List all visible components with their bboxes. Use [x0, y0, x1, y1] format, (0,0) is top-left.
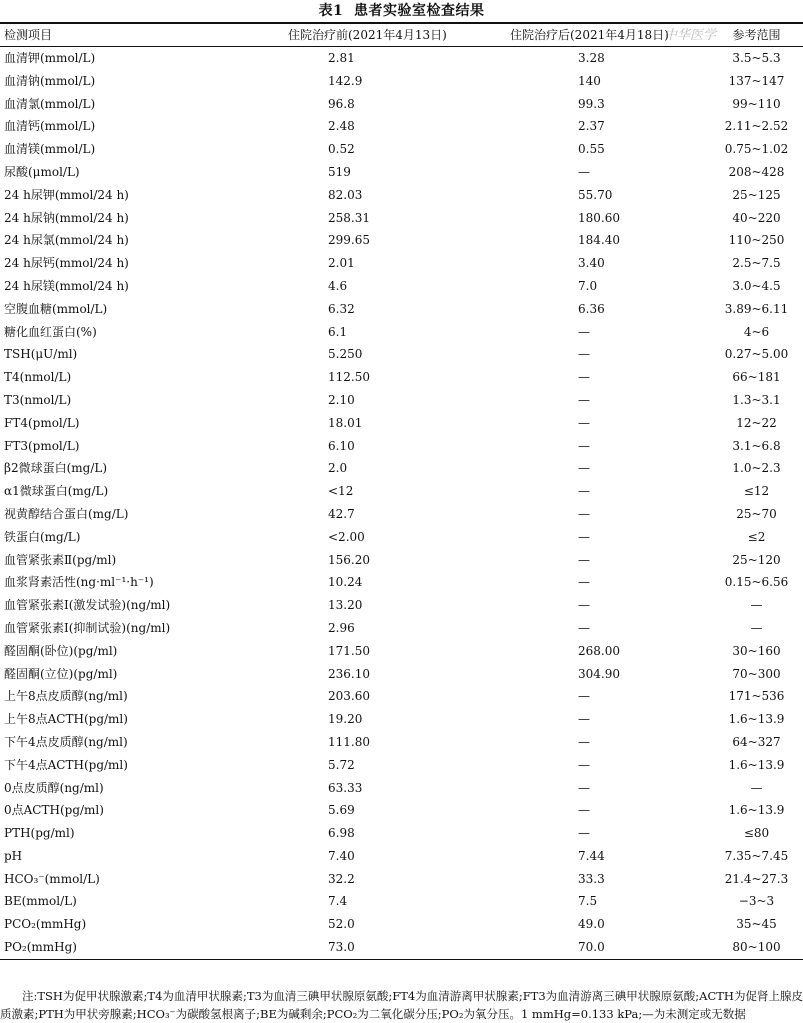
cell-after: —: [578, 734, 590, 749]
cell-after: 0.55: [578, 142, 605, 157]
cell-ref: 110~250: [728, 233, 785, 248]
table-row: [0, 229, 803, 252]
cell-ref: 3.5~5.3: [732, 51, 781, 65]
cell-ref: 208~428: [728, 164, 785, 179]
cell-item: HCO₃⁻(mmol/L): [4, 871, 100, 886]
cell-after: —: [578, 484, 590, 499]
cell-ref: —: [750, 598, 763, 613]
cell-before: 5.250: [328, 347, 363, 362]
cell-after: —: [578, 392, 590, 407]
cell-after: —: [578, 164, 590, 179]
cell-ref: 99~110: [732, 96, 781, 111]
cell-ref: 2.5~7.5: [732, 256, 781, 271]
cell-item: 尿酸(μmol/L): [4, 164, 80, 179]
cell-before: 13.20: [328, 598, 363, 613]
table-row: [0, 480, 803, 503]
table-row: [0, 115, 803, 138]
cell-ref: 30~160: [732, 643, 781, 658]
cell-before: 203.60: [328, 689, 370, 704]
cell-item: 24 h尿氯(mmol/24 h): [4, 233, 129, 248]
cell-after: 7.44: [578, 848, 605, 863]
cell-before: 6.32: [328, 301, 355, 316]
cell-before: 236.10: [328, 666, 370, 681]
table-row: [0, 731, 803, 754]
cell-after: 2.37: [578, 119, 605, 134]
cell-ref: —: [750, 620, 763, 635]
cell-item: PTH(pg/ml): [4, 826, 75, 841]
header-ref: 参考范围: [690, 24, 803, 47]
cell-item: 血管紧张素Ⅰ(抑制试验)(ng/ml): [4, 620, 171, 635]
cell-before: 96.8: [328, 96, 355, 111]
cell-before: 142.9: [328, 73, 363, 88]
cell-ref: 1.3~3.1: [732, 392, 781, 407]
cell-after: —: [578, 506, 590, 521]
cell-ref: 40~220: [732, 210, 781, 225]
cell-after: 268.00: [578, 643, 620, 658]
table-row: [0, 799, 803, 822]
table-row: [0, 685, 803, 708]
table-row: [0, 275, 803, 298]
cell-ref: 0.75~1.02: [724, 142, 789, 157]
cell-after: —: [578, 529, 590, 544]
cell-before: 2.01: [328, 256, 355, 271]
cell-item: PCO₂(mmHg): [4, 917, 87, 932]
cell-after: —: [578, 757, 590, 772]
cell-item: 血清钙(mmol/L): [4, 119, 96, 134]
cell-item: 血管紧张素Ⅱ(pg/ml): [4, 552, 117, 567]
cell-after: —: [578, 438, 590, 453]
table-row: [0, 435, 803, 458]
cell-before: 73.0: [328, 940, 355, 955]
cell-after: —: [578, 689, 590, 704]
cell-ref: 25~70: [736, 506, 777, 521]
cell-before: 2.96: [328, 620, 355, 635]
cell-after: —: [578, 575, 590, 590]
cell-item: 醛固酮(卧位)(pg/ml): [4, 643, 118, 658]
cell-before: 63.33: [328, 780, 363, 795]
table-row: [0, 70, 803, 93]
table-row: [0, 936, 803, 959]
cell-before: 5.72: [328, 757, 355, 772]
header-item: 检测项目: [0, 24, 270, 47]
cell-item: 血清氯(mmol/L): [4, 96, 96, 111]
cell-ref: 66~181: [732, 370, 781, 385]
cell-ref: 171~536: [728, 689, 785, 704]
cell-item: 下午4点ACTH(pg/ml): [4, 757, 128, 772]
cell-item: 24 h尿钙(mmol/24 h): [4, 256, 129, 271]
cell-after: —: [578, 826, 590, 841]
table-row: [0, 457, 803, 480]
cell-item: 血清钾(mmol/L): [4, 51, 96, 65]
cell-ref: 21.4~27.3: [724, 871, 789, 886]
cell-before: 2.0: [328, 461, 348, 476]
cell-after: —: [578, 461, 590, 476]
cell-ref: 137~147: [728, 73, 785, 88]
table-row: [0, 161, 803, 184]
bottom-rule: [0, 959, 803, 960]
cell-item: 24 h尿钾(mmol/24 h): [4, 187, 129, 202]
cell-ref: 64~327: [732, 734, 781, 749]
table-row: [0, 845, 803, 868]
header-after: 住院治疗后(2021年4月18日): [510, 24, 690, 47]
cell-item: α1微球蛋白(mg/L): [4, 484, 109, 499]
cell-item: 血清钠(mmol/L): [4, 73, 96, 88]
cell-item: 视黄醇结合蛋白(mg/L): [4, 506, 129, 521]
cell-before: 18.01: [328, 415, 363, 430]
cell-before: 299.65: [328, 233, 370, 248]
cell-before: 42.7: [328, 506, 355, 521]
cell-before: 111.80: [328, 734, 370, 749]
table-row: [0, 412, 803, 435]
table-row: [0, 298, 803, 321]
cell-before: 519: [328, 164, 351, 179]
cell-ref: —: [750, 780, 763, 795]
cell-item: 醛固酮(立位)(pg/ml): [4, 666, 118, 681]
cell-before: 156.20: [328, 552, 370, 567]
cell-ref: 1.6~13.9: [728, 757, 785, 772]
cell-after: 33.3: [578, 871, 605, 886]
cell-ref: 4~6: [743, 324, 770, 339]
table-title: 表1 患者实验室检查结果: [318, 3, 485, 19]
cell-after: 7.0: [578, 278, 598, 293]
cell-after: 3.40: [578, 256, 605, 271]
table-row: [0, 868, 803, 891]
cell-item: FT3(pmol/L): [4, 438, 80, 453]
cell-before: 19.20: [328, 712, 363, 727]
cell-before: 7.4: [328, 894, 348, 909]
table-row: [0, 366, 803, 389]
cell-ref: −3~3: [738, 894, 775, 909]
cell-before: 0.52: [328, 142, 355, 157]
cell-after: 70.0: [578, 940, 605, 955]
cell-before: 7.40: [328, 848, 355, 863]
cell-after: —: [578, 552, 590, 567]
cell-ref: 0.27~5.00: [724, 347, 789, 362]
cell-ref: 80~100: [732, 940, 781, 955]
table-row: [0, 913, 803, 936]
cell-item: 24 h尿镁(mmol/24 h): [4, 278, 129, 293]
header-row: [0, 24, 803, 47]
cell-before: 32.2: [328, 871, 355, 886]
cell-after: 140: [578, 73, 601, 88]
table-row: [0, 708, 803, 731]
table-row: [0, 663, 803, 686]
cell-item: 下午4点皮质醇(ng/ml): [4, 734, 128, 749]
cell-after: —: [578, 347, 590, 362]
cell-ref: 1.0~2.3: [732, 461, 781, 476]
table-row: [0, 526, 803, 549]
table-row: [0, 617, 803, 640]
cell-item: TSH(μU/ml): [4, 347, 78, 362]
cell-ref: 25~120: [732, 552, 781, 567]
table-row: [0, 890, 803, 913]
table-row: [0, 389, 803, 412]
cell-item: 0点ACTH(pg/ml): [4, 803, 104, 818]
cell-before: 2.48: [328, 119, 355, 134]
table-row: [0, 503, 803, 526]
table-row: [0, 138, 803, 161]
cell-after: —: [578, 620, 590, 635]
cell-ref: 25~125: [732, 187, 781, 202]
cell-ref: 0.15~6.56: [724, 575, 789, 590]
cell-before: <12: [328, 484, 354, 499]
cell-item: FT4(pmol/L): [4, 415, 80, 430]
cell-before: 4.6: [328, 278, 348, 293]
cell-ref: 1.6~13.9: [728, 803, 785, 818]
cell-before: 171.50: [328, 643, 370, 658]
cell-item: 上午8点ACTH(pg/ml): [4, 712, 128, 727]
cell-after: —: [578, 803, 590, 818]
cell-before: 2.81: [328, 51, 355, 65]
cell-before: 10.24: [328, 575, 363, 590]
cell-ref: ≤80: [743, 826, 770, 841]
table-row: [0, 207, 803, 230]
table-row: [0, 754, 803, 777]
table-row: [0, 822, 803, 845]
table-row: [0, 777, 803, 800]
cell-ref: ≤12: [743, 484, 770, 499]
table-row: [0, 343, 803, 366]
cell-before: 6.98: [328, 826, 355, 841]
cell-after: —: [578, 780, 590, 795]
cell-ref: 7.35~7.45: [724, 848, 789, 863]
cell-item: T4(nmol/L): [4, 370, 72, 385]
cell-after: 55.70: [578, 187, 613, 202]
cell-item: 24 h尿钠(mmol/24 h): [4, 210, 129, 225]
cell-before: 2.10: [328, 392, 355, 407]
cell-item: β2微球蛋白(mg/L): [4, 461, 108, 476]
cell-after: 184.40: [578, 233, 620, 248]
cell-ref: ≤2: [747, 529, 766, 544]
cell-after: —: [578, 370, 590, 385]
cell-item: BE(mmol/L): [4, 894, 77, 909]
cell-after: 180.60: [578, 210, 620, 225]
cell-ref: 3.1~6.8: [732, 438, 781, 453]
cell-ref: 12~22: [736, 415, 777, 430]
cell-ref: 2.11~2.52: [724, 119, 789, 134]
lab-results-table: [0, 22, 803, 960]
cell-item: 铁蛋白(mg/L): [4, 529, 81, 544]
table-row: [0, 93, 803, 116]
cell-ref: 1.6~13.9: [728, 712, 785, 727]
cell-item: 糖化血红蛋白(%): [4, 324, 97, 339]
cell-before: 5.69: [328, 803, 355, 818]
cell-before: 6.1: [328, 324, 348, 339]
table-row: [0, 549, 803, 572]
watermark: 中华医学: [664, 28, 717, 43]
table-row: [0, 252, 803, 275]
cell-ref: 3.89~6.11: [724, 301, 789, 316]
cell-item: 血清镁(mmol/L): [4, 142, 96, 157]
cell-ref: 35~45: [736, 917, 777, 932]
cell-after: —: [578, 415, 590, 430]
cell-after: —: [578, 324, 590, 339]
cell-item: 空腹血糖(mmol/L): [4, 301, 108, 316]
cell-before: 52.0: [328, 917, 355, 932]
table-row: [0, 321, 803, 344]
cell-before: 258.31: [328, 210, 370, 225]
table-row: [0, 47, 803, 70]
table-row: [0, 184, 803, 207]
header-before: 住院治疗前(2021年4月13日): [270, 24, 510, 47]
cell-item: 0点皮质醇(ng/ml): [4, 780, 104, 795]
cell-after: 6.36: [578, 301, 605, 316]
cell-item: T3(nmol/L): [4, 392, 72, 407]
cell-item: 血浆肾素活性(ng·ml⁻¹·h⁻¹): [4, 575, 154, 590]
cell-item: PO₂(mmHg): [4, 940, 77, 955]
cell-before: 82.03: [328, 187, 363, 202]
table-footnote: 注:TSH为促甲状腺激素;T4为血清甲状腺素;T3为血清三碘甲状腺原氨酸;FT4为血清游离甲状腺素;FT3为血清游离三碘甲状腺原氨酸;ACTH为促肾上腺皮质激素;PTH为甲状旁腺素;HCO₃⁻为碳酸氢根离子;BE为碱剩余;PCO₂为二氧化碳分压;PO₂为氧分压。1 mmHg=0.133 kPa;—为未测定或无数据: [0, 989, 803, 1021]
cell-after: 304.90: [578, 666, 620, 681]
cell-before: 6.10: [328, 438, 355, 453]
cell-before: <2.00: [328, 529, 365, 544]
cell-after: 7.5: [578, 894, 598, 909]
cell-after: 3.28: [578, 51, 605, 65]
cell-item: 上午8点皮质醇(ng/ml): [4, 689, 128, 704]
table-row: [0, 594, 803, 617]
table-row: [0, 571, 803, 594]
cell-ref: 3.0~4.5: [732, 278, 781, 293]
cell-after: 49.0: [578, 917, 605, 932]
cell-after: —: [578, 598, 590, 613]
cell-item: 血管紧张素Ⅰ(激发试验)(ng/ml): [4, 598, 171, 613]
cell-before: 112.50: [328, 370, 370, 385]
table-row: [0, 640, 803, 663]
cell-after: —: [578, 712, 590, 727]
cell-ref: 70~300: [732, 666, 781, 681]
cell-after: 99.3: [578, 96, 605, 111]
cell-item: pH: [4, 848, 23, 863]
